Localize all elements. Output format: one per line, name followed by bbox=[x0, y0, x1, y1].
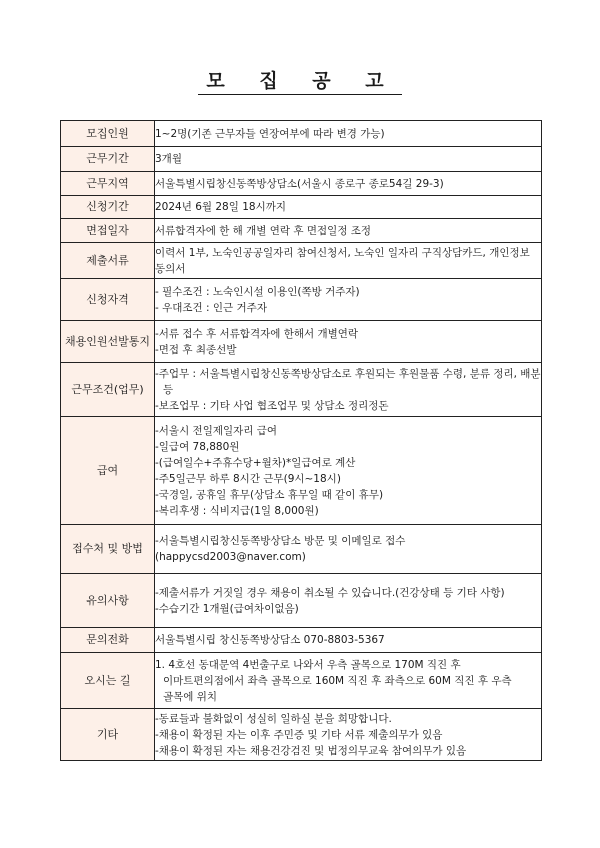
row-directions bbox=[61, 653, 542, 709]
value-work-conditions bbox=[155, 363, 542, 417]
value-line: -복리후생 : 식비지급(1일 8,000원) bbox=[155, 504, 319, 517]
label-work-location: 근무지역 bbox=[61, 172, 155, 196]
phone-number: 서울특별시립 창신동쪽방상담소 070-8803-5367 bbox=[155, 634, 385, 646]
value-line: -면접 후 최종선발 bbox=[155, 343, 237, 356]
row-work-period bbox=[61, 147, 542, 172]
value-etc bbox=[155, 709, 542, 761]
value-work-period bbox=[155, 147, 542, 172]
value-line: -채용이 확정된 자는 이후 주민증 및 기타 서류 제출의무가 있음 bbox=[155, 728, 443, 741]
value-line: -국경일, 공휴일 휴무(상담소 휴무일 때 같이 휴무) bbox=[155, 488, 384, 501]
value-work-location bbox=[155, 172, 542, 196]
row-application-method bbox=[61, 525, 542, 574]
label-documents: 제출서류 bbox=[61, 243, 155, 279]
label-work-period: 근무기간 bbox=[61, 147, 155, 172]
value-contact bbox=[155, 628, 542, 653]
value-line: -서울시 전일제일자리 급여 bbox=[155, 424, 278, 437]
value-line: -서류 접수 후 서류합격자에 한해서 개별연락 bbox=[155, 327, 359, 340]
label-contact: 문의전화 bbox=[61, 628, 155, 653]
value-line: 2024년 6월 28일 18시까지 bbox=[155, 201, 286, 213]
label-precautions: 유의사항 bbox=[61, 574, 155, 628]
row-documents bbox=[61, 243, 542, 279]
value-apply-period bbox=[155, 196, 542, 219]
row-precautions bbox=[61, 574, 542, 628]
label-interview-date: 면접일자 bbox=[61, 219, 155, 243]
label-etc: 기타 bbox=[61, 709, 155, 761]
notice-title: 모 집 공 고 bbox=[198, 70, 401, 95]
row-apply-period bbox=[61, 196, 542, 219]
email-address: (happycsd2003@naver.com) bbox=[155, 551, 306, 563]
value-line: 1~2명(기존 근무자들 연장여부에 따라 변경 가능) bbox=[155, 127, 385, 140]
value-line: 서울특별시립창신동쪽방상담소(서울시 종로구 종로54길 29-3) bbox=[155, 177, 444, 190]
row-work-conditions bbox=[61, 363, 542, 417]
value-line: - 우대조건 : 인근 거주자 bbox=[155, 301, 267, 314]
row-etc bbox=[61, 709, 542, 761]
row-contact bbox=[61, 628, 542, 653]
label-work-conditions: 근무조건(업무) bbox=[61, 363, 155, 417]
value-line: -주5일근무 하루 8시간 근무(9시~18시) bbox=[155, 472, 341, 485]
value-selection-notice bbox=[155, 321, 542, 363]
value-directions bbox=[155, 653, 542, 709]
row-salary bbox=[61, 417, 542, 525]
value-line: -제출서류가 거짓일 경우 채용이 취소될 수 있습니다.(건강상태 등 기타 사항) bbox=[155, 586, 505, 599]
label-eligibility: 신청자격 bbox=[61, 279, 155, 321]
value-eligibility bbox=[155, 279, 542, 321]
recruitment-table bbox=[60, 120, 542, 761]
value-line: 1. 4호선 동대문역 4번출구로 나와서 우측 골목으로 170M 직진 후 이마트편의점에서 좌측 골목으로 160M 직진 후 좌측으로 60M 직진 후 우측 골목에 위치 bbox=[155, 658, 512, 703]
value-line: -채용이 확정된 자는 채용건강검진 및 법정의무교육 참여의무가 있음 bbox=[155, 744, 467, 757]
value-line: -일급여 78,880원 bbox=[155, 440, 240, 453]
value-application-method bbox=[155, 525, 542, 574]
row-recruit-count bbox=[61, 121, 542, 147]
value-precautions bbox=[155, 574, 542, 628]
value-line: -서울특별시립창신동쪽방상담소 방문 및 이메일로 접수 bbox=[155, 535, 406, 547]
value-salary bbox=[155, 417, 542, 525]
value-line: 이력서 1부, 노숙인공공일자리 참여신청서, 노숙인 일자리 구직상담카드, 개인정보 동의서 bbox=[155, 246, 530, 275]
value-line: -동료들과 불화없이 성실히 일하실 분을 희망합니다. bbox=[155, 712, 392, 725]
label-application-method: 접수처 및 방법 bbox=[61, 525, 155, 574]
label-apply-period: 신청기간 bbox=[61, 196, 155, 219]
value-line: -(급여일수+주휴수당+월차)*일급여로 계산 bbox=[155, 456, 356, 469]
row-interview-date bbox=[61, 219, 542, 243]
value-line: 3개월 bbox=[155, 153, 182, 165]
row-eligibility bbox=[61, 279, 542, 321]
value-line: -주업무 : 서울특별시립창신동쪽방상담소로 후원되는 후원물품 수령, 분류 정리, 배분 등 bbox=[155, 367, 541, 396]
value-recruit-count bbox=[155, 121, 542, 147]
label-selection-notice: 채용인원선발통지 bbox=[61, 321, 155, 363]
value-line: 서류합격자에 한 해 개별 연락 후 면접일정 조정 bbox=[155, 224, 372, 237]
value-line: -수습기간 1개월(급여차이없음) bbox=[155, 602, 299, 615]
label-recruit-count: 모집인원 bbox=[61, 121, 155, 147]
row-work-location bbox=[61, 172, 542, 196]
value-documents bbox=[155, 243, 542, 279]
notice-title-wrap bbox=[0, 70, 600, 95]
label-directions: 오시는 길 bbox=[61, 653, 155, 709]
value-line: - 필수조건 : 노숙인시설 이용인(쪽방 거주자) bbox=[155, 285, 360, 298]
label-salary: 급여 bbox=[61, 417, 155, 525]
value-line: -보조업무 : 기타 사업 협조업무 및 상담소 정리정돈 bbox=[155, 399, 389, 412]
row-selection-notice bbox=[61, 321, 542, 363]
value-interview-date bbox=[155, 219, 542, 243]
